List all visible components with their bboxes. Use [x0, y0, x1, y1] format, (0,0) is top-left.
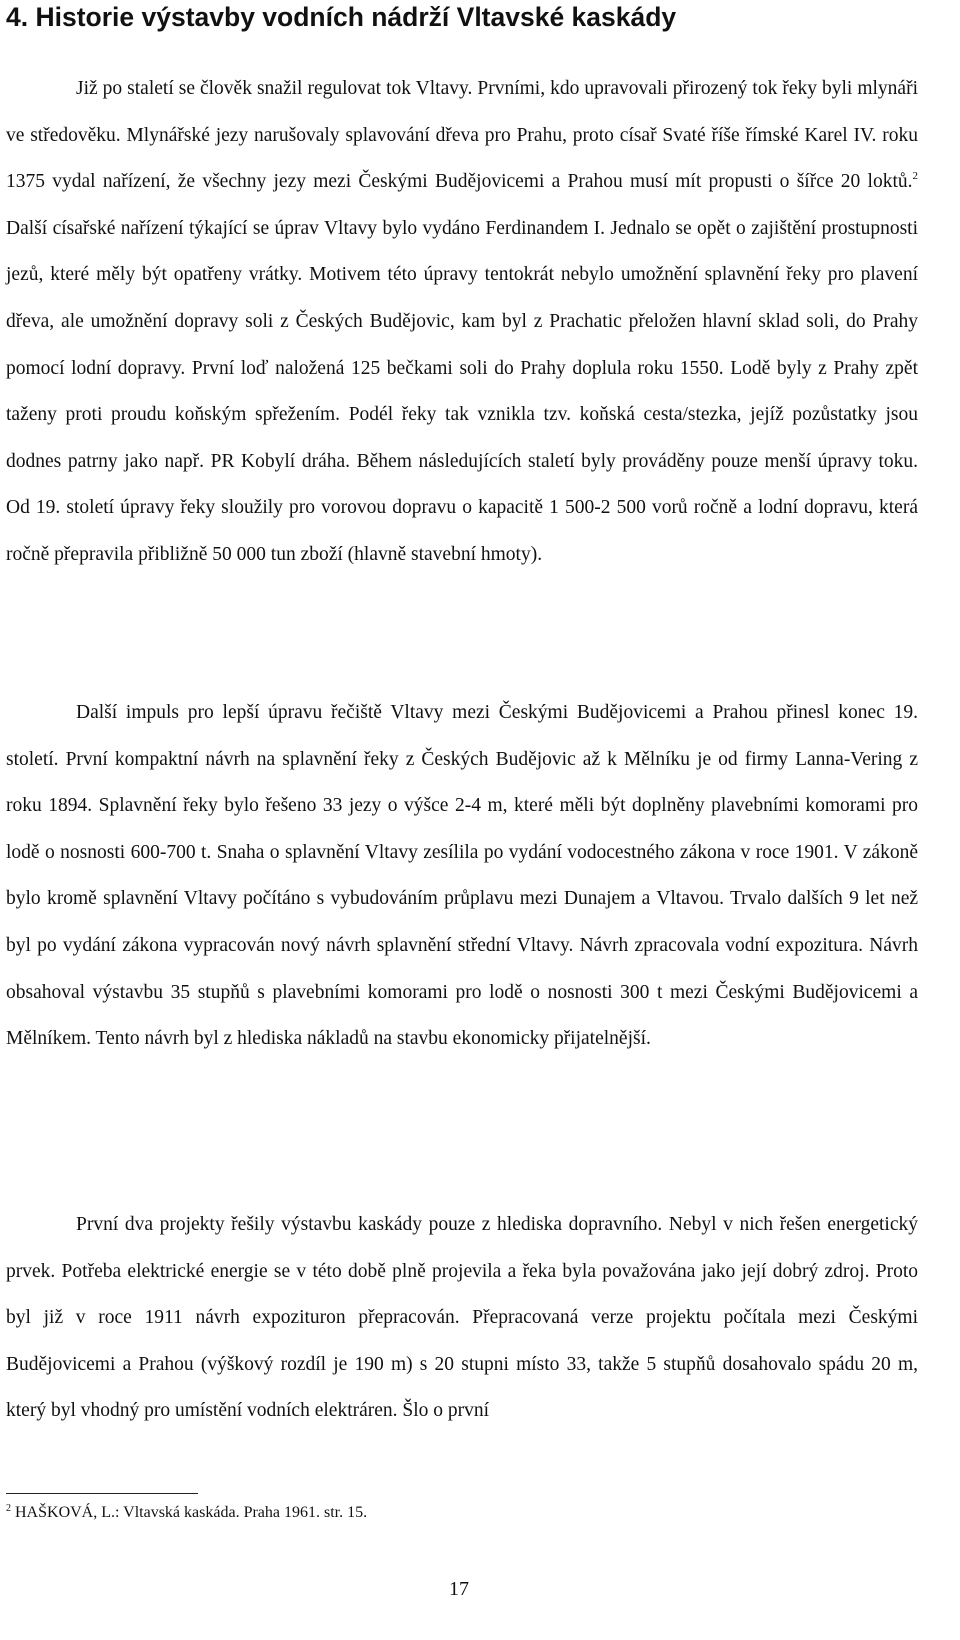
- paragraph-2-text: Další impuls pro lepší úpravu řečiště Vltavy mezi Českými Budějovicemi a Prahou přinesl konec 19. století. První kompaktní návrh na splavnění řeky z Českých Budějovic až k Mělníku je od firmy Lanna-Vering z roku 1894. Splavnění řeky bylo řešeno 33 jezy o výšce 2-4 m, které měli být doplněny plavebními komorami pro lodě o nosnosti 600-700 t. Snaha o splavnění Vltavy zesílila po vydání vodocestného zákona v roce 1901. V zákoně bylo kromě splavnění Vltavy počítáno s vybudováním průplavu mezi Dunajem a Vltavou. Trvalo dalších 9 let než byl po vydání zákona vypracován nový návrh splavnění střední Vltavy. Návrh zpracovala vodní expozitura. Návrh obsahoval výstavbu 35 stupňů s plavebními komorami pro lodě o nosnosti 300 t mezi Českými Budějovicemi a Mělníkem. Tento návrh byl z hlediska nákladů na stavbu ekonomicky přijatelnější.: [6, 702, 918, 1050]
- footnote-text: HAŠKOVÁ, L.: Vltavská kaskáda. Praha 1961. str. 15.: [11, 1504, 368, 1521]
- footnote: [6, 1502, 367, 1524]
- paragraph-3: [6, 1202, 918, 1435]
- paragraph-2: [6, 690, 918, 1063]
- paragraph-1: [6, 66, 918, 579]
- footnote-number: 2: [6, 1503, 11, 1514]
- paragraph-1-text-after: Další císařské nařízení týkající se úprav Vltavy bylo vydáno Ferdinandem I. Jednalo se opět o zajištění prostupnosti jezů, které měly být opatřeny vrátky. Motivem této úpravy tentokrát nebylo umožnění splavnění řeky pro plavení dřeva, ale umožnění dopravy soli z Českých Budějovic, kam byl z Prachatic přeložen hlavní sklad soli, do Prahy pomocí lodní dopravy. První loď naložená 125 bečkami soli do Prahy doplula roku 1550. Lodě byly z Prahy zpět taženy proti proudu koňským spřežením. Podél řeky tak vznikla tzv. koňská cesta/stezka, jejíž pozůstatky jsou dodnes patrny jako např. PR Kobylí dráha. Během následujících staletí byly prováděny pouze menší úpravy toku. Od 19. století úpravy řeky sloužily pro vorovou dopravu o kapacitě 1 500-2 500 vorů ročně a lodní dopravu, která ročně přepravila přibližně 50 000 tun zboží (hlavně stavební hmoty).: [6, 217, 918, 565]
- section-heading: 4. Historie výstavby vodních nádrží Vltavské kaskády: [6, 2, 677, 32]
- paragraph-1-text-before: Již po staletí se člověk snažil regulovat tok Vltavy. Prvními, kdo upravovali přirozený tok řeky byli mlynáři ve středověku. Mlynářské jezy narušovaly splavování dřeva pro Prahu, proto císař Svaté říše římské Karel IV. roku 1375 vydal nařízení, že všechny jezy mezi Českými Budějovicemi a Prahou musí mít propusti o šířce 20 loktů.: [6, 78, 918, 193]
- footnote-reference[interactable]: 2: [912, 170, 918, 183]
- footnote-separator: [6, 1493, 198, 1494]
- paragraph-3-text: První dva projekty řešily výstavbu kaskády pouze z hlediska dopravního. Nebyl v nich řešen energetický prvek. Potřeba elektrické energie se v této době plně projevila a řeka byla považována jako její dobrý zdroj. Proto byl již v roce 1911 návrh expozituron přepracován. Přepracovaná verze projektu počítala mezi Českými Budějovicemi a Prahou (výškový rozdíl je 190 m) s 20 stupni místo 33, takže 5 stupňů dosahovalo spádu 20 m, který byl vhodný pro umístění vodních elektráren. Šlo o první: [6, 1214, 918, 1422]
- page-number: 17: [449, 1578, 469, 1600]
